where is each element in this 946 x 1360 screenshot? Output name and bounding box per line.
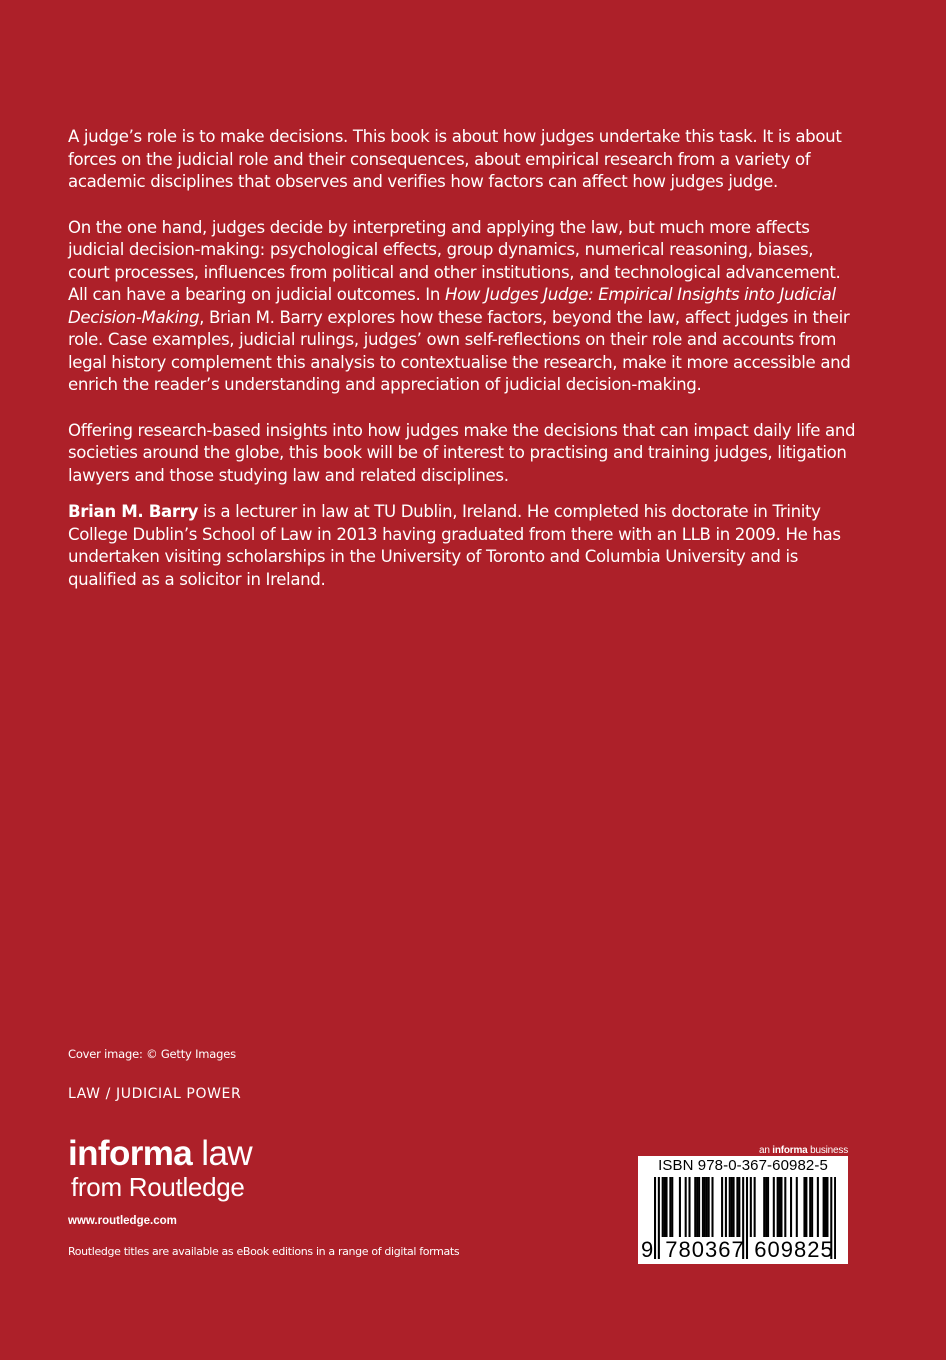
author-bio-text: is a lecturer in law at TU Dublin, Ireland. He completed his doctorate in Trinity College Dublin’s School of Law in 2013 having graduated from there with an LLB in 2009. He has undertaken visiting scholarships in the University of Toronto and Columbia University and is qualified as a solicitor in Ireland. (68, 502, 841, 589)
blurb-p2-text-a: On the one hand, judges decide by interpreting and applying the law, but much more affects judicial decision-making: psychological effects, group dynamics, numerical reasoning, biases, court processes, influences from political and other institutions, and technological advancement. All can have a bearing on judicial outcomes. In (68, 217, 841, 304)
barcode-bar (665, 1177, 667, 1237)
barcode-bar (826, 1177, 828, 1237)
barcode-digits-left: 780367 (665, 1237, 745, 1262)
blurb-paragraph-3: Offering research-based insights into how judges make the decisions that can impact daily life and societies around the globe, this book will be of interest to practising and training judges, litigation lawyers and those studying law and related disciplines. (68, 420, 856, 485)
barcode-bar (809, 1177, 811, 1237)
barcode-bar (825, 1177, 827, 1237)
barcode-bar (671, 1177, 673, 1237)
logo-line-1 (68, 1136, 252, 1172)
barcode-bar (823, 1177, 825, 1237)
business-brand: informa (772, 1145, 808, 1156)
barcode-bar (679, 1177, 681, 1237)
barcode-bar (773, 1177, 775, 1237)
book-title-italic: How Judges Judge: Empirical Insights into Judicial Decision-Making (68, 285, 836, 327)
logo-informa: informa (68, 1134, 193, 1173)
barcode-bar (790, 1177, 792, 1237)
logo-law: law (192, 1134, 252, 1173)
isbn-label: ISBN 978-0-367-60982-5 (658, 1157, 828, 1174)
barcode-bar (763, 1177, 765, 1237)
barcode-bar (708, 1177, 710, 1237)
author-name: Brian M. Barry (68, 502, 199, 521)
cover-image-credit: Cover image: © Getty Images (68, 1047, 236, 1061)
barcode-bar (784, 1177, 786, 1237)
barcode-bar (750, 1177, 752, 1237)
barcode-bar (803, 1177, 805, 1237)
barcode-bar (805, 1177, 807, 1237)
logo-line-2: from Routledge (71, 1172, 245, 1202)
barcode-bar (767, 1177, 769, 1237)
barcode-bar (669, 1177, 671, 1237)
barcode-bar (796, 1177, 798, 1237)
informa-business-tagline: an informa business (758, 1145, 848, 1156)
barcode-bar (711, 1177, 713, 1237)
barcode-bar (706, 1177, 708, 1237)
barcode-bar (817, 1177, 819, 1237)
subject-category: LAW / JUDICIAL POWER (68, 1086, 242, 1102)
author-bio (68, 501, 858, 591)
barcode-bar (780, 1177, 782, 1237)
barcode-bar (702, 1177, 704, 1237)
barcode-bar (688, 1177, 690, 1237)
barcode-bar (654, 1177, 656, 1259)
barcode-bar (704, 1177, 706, 1237)
barcode-bar (721, 1177, 723, 1237)
barcode-bar (738, 1177, 740, 1237)
isbn-barcode (638, 1156, 848, 1264)
barcode-bar (733, 1177, 735, 1237)
barcode-bar (725, 1177, 727, 1237)
barcode-bar (685, 1177, 687, 1237)
barcode-bar (779, 1177, 781, 1237)
barcode-digit-first: 9 (641, 1237, 654, 1262)
barcode-bar (729, 1177, 731, 1237)
blurb-paragraph-1: A judge’s role is to make decisions. This book is about how judges undertake this task. It is about forces on the judicial role and their consequences, about empirical research from a variety of academic disciplines that observes and verifies how factors can affect how judges judge. (68, 127, 842, 191)
publisher-logo (68, 1136, 252, 1202)
ebook-note: Routledge titles are available as eBook editions in a range of digital formats (68, 1245, 460, 1258)
barcode-bar (777, 1177, 779, 1237)
barcode-bar (698, 1177, 700, 1237)
barcode-digits-right: 609825 (754, 1237, 834, 1262)
barcode-bar (664, 1177, 666, 1237)
blurb-p2-text-b: , Brian M. Barry explores how these factors, beyond the law, affect judges in their role. Case examples, judicial rulings, judges’ own self-reflections on their role and accounts from legal history complement this analysis to contextualise the research, make it more accessible and enrich the reader’s understanding and appreciation of judicial decision-making. (68, 307, 851, 394)
barcode-bar (658, 1177, 660, 1259)
barcode-bar (736, 1177, 738, 1237)
barcode-bar (811, 1177, 813, 1237)
publisher-url: www.routledge.com (68, 1215, 177, 1227)
barcode-bar (731, 1177, 733, 1237)
barcode-bar (754, 1177, 756, 1237)
blurb-paragraph-2 (68, 217, 858, 397)
barcode-bar (765, 1177, 767, 1237)
back-cover-blurb (68, 126, 858, 614)
barcode-bar (696, 1177, 698, 1237)
barcode-bar (694, 1177, 696, 1237)
barcode-bar (662, 1177, 664, 1237)
